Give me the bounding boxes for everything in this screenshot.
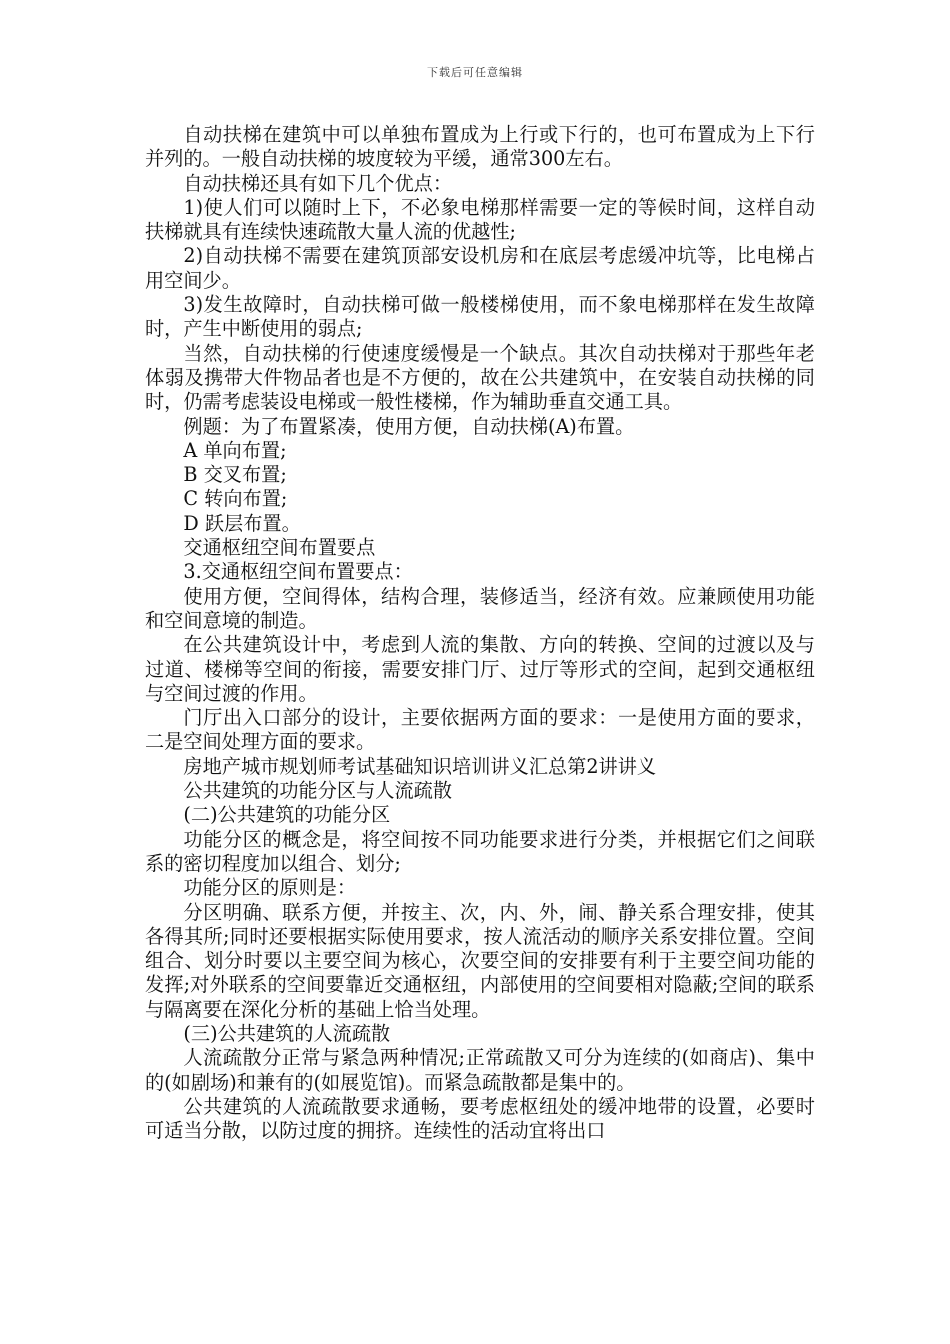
paragraph: 当然，自动扶梯的行使速度缓慢是一个缺点。其次自动扶梯对于那些年老体弱及携带大件物品者也是不方便的，故在公共建筑中，在安装自动扶梯的同时，仍需考虑装设电梯或一般性楼梯，作为辅助垂直交通工具。 <box>145 341 815 414</box>
paragraph: 1)使人们可以随时上下，不必象电梯那样需要一定的等候时间，这样自动扶梯就具有连续快速疏散大量人流的优越性; <box>145 195 815 244</box>
paragraph: 自动扶梯在建筑中可以单独布置成为上行或下行的，也可布置成为上下行并列的。一般自动扶梯的坡度较为平缓，通常300左右。 <box>145 123 815 171</box>
option-d: D 跃层布置。 <box>183 511 301 535</box>
document-body <box>145 123 815 1143</box>
section-heading: 公共建筑的功能分区与人流疏散 <box>183 779 453 803</box>
section-heading: 交通枢纽空间布置要点 <box>183 536 376 560</box>
paragraph: 3)发生故障时，自动扶梯可做一般楼梯使用，而不象电梯那样在发生故障时，产生中断使用的弱点; <box>145 293 815 341</box>
paragraph: 公共建筑的人流疏散要求通畅，要考虑枢纽处的缓冲地带的设置，必要时可适当分散，以防过度的拥挤。连续性的活动宜将出口 <box>145 1094 815 1143</box>
paragraph: 功能分区的概念是，将空间按不同功能要求进行分类，并根据它们之间联系的密切程度加以组合、划分; <box>145 827 815 875</box>
section-heading: (三)公共建筑的人流疏散 <box>183 1021 391 1045</box>
paragraph: 自动扶梯还具有如下几个优点： <box>183 171 453 195</box>
paragraph: 在公共建筑设计中，考虑到人流的集散、方向的转换、空间的过渡以及与过道、楼梯等空间的衔接，需要安排门厅、过厅等形式的空间，起到交通枢纽与空间过渡的作用。 <box>145 633 815 705</box>
section-heading: (二)公共建筑的功能分区 <box>183 803 391 827</box>
paragraph: 例题：为了布置紧凑，使用方便，自动扶梯(A)布置。 <box>183 414 635 438</box>
section-heading: 3.交通枢纽空间布置要点： <box>183 560 413 584</box>
option-a: A 单向布置; <box>183 438 287 462</box>
option-b: B 交叉布置; <box>183 463 287 487</box>
paragraph: 门厅出入口部分的设计，主要依据两方面的要求：一是使用方面的要求，二是空间处理方面的要求。 <box>145 706 815 754</box>
paragraph: 使用方便，空间得体，结构合理，装修适当，经济有效。应兼顾使用功能和空间意境的制造。 <box>145 584 815 632</box>
page-header: 下载后可任意编辑 <box>427 66 523 79</box>
section-heading: 房地产城市规划师考试基础知识培训讲义汇总第2讲讲义 <box>183 754 657 778</box>
option-c: C 转向布置; <box>183 487 288 511</box>
paragraph: 2)自动扶梯不需要在建筑顶部安设机房和在底层考虑缓冲坑等，比电梯占用空间少。 <box>145 244 815 292</box>
paragraph: 分区明确、联系方便，并按主、次，内、外，闹、静关系合理安排，使其各得其所;同时还要根据实际使用要求，按人流活动的顺序关系安排位置。空间组合、划分时要以主要空间为核心，次要空间的安排要有利于主要空间功能的发挥;对外联系的空间要靠近交通枢纽，内部使用的空间要相对隐蔽;空间的联系与隔离要在深化分析的基础上恰当处理。 <box>145 900 815 1021</box>
paragraph: 人流疏散分正常与紧急两种情况;正常疏散又可分为连续的(如商店)、集中的(如剧场)和兼有的(如展览馆)。而紧急疏散都是集中的。 <box>145 1046 815 1094</box>
paragraph: 功能分区的原则是： <box>183 876 357 900</box>
